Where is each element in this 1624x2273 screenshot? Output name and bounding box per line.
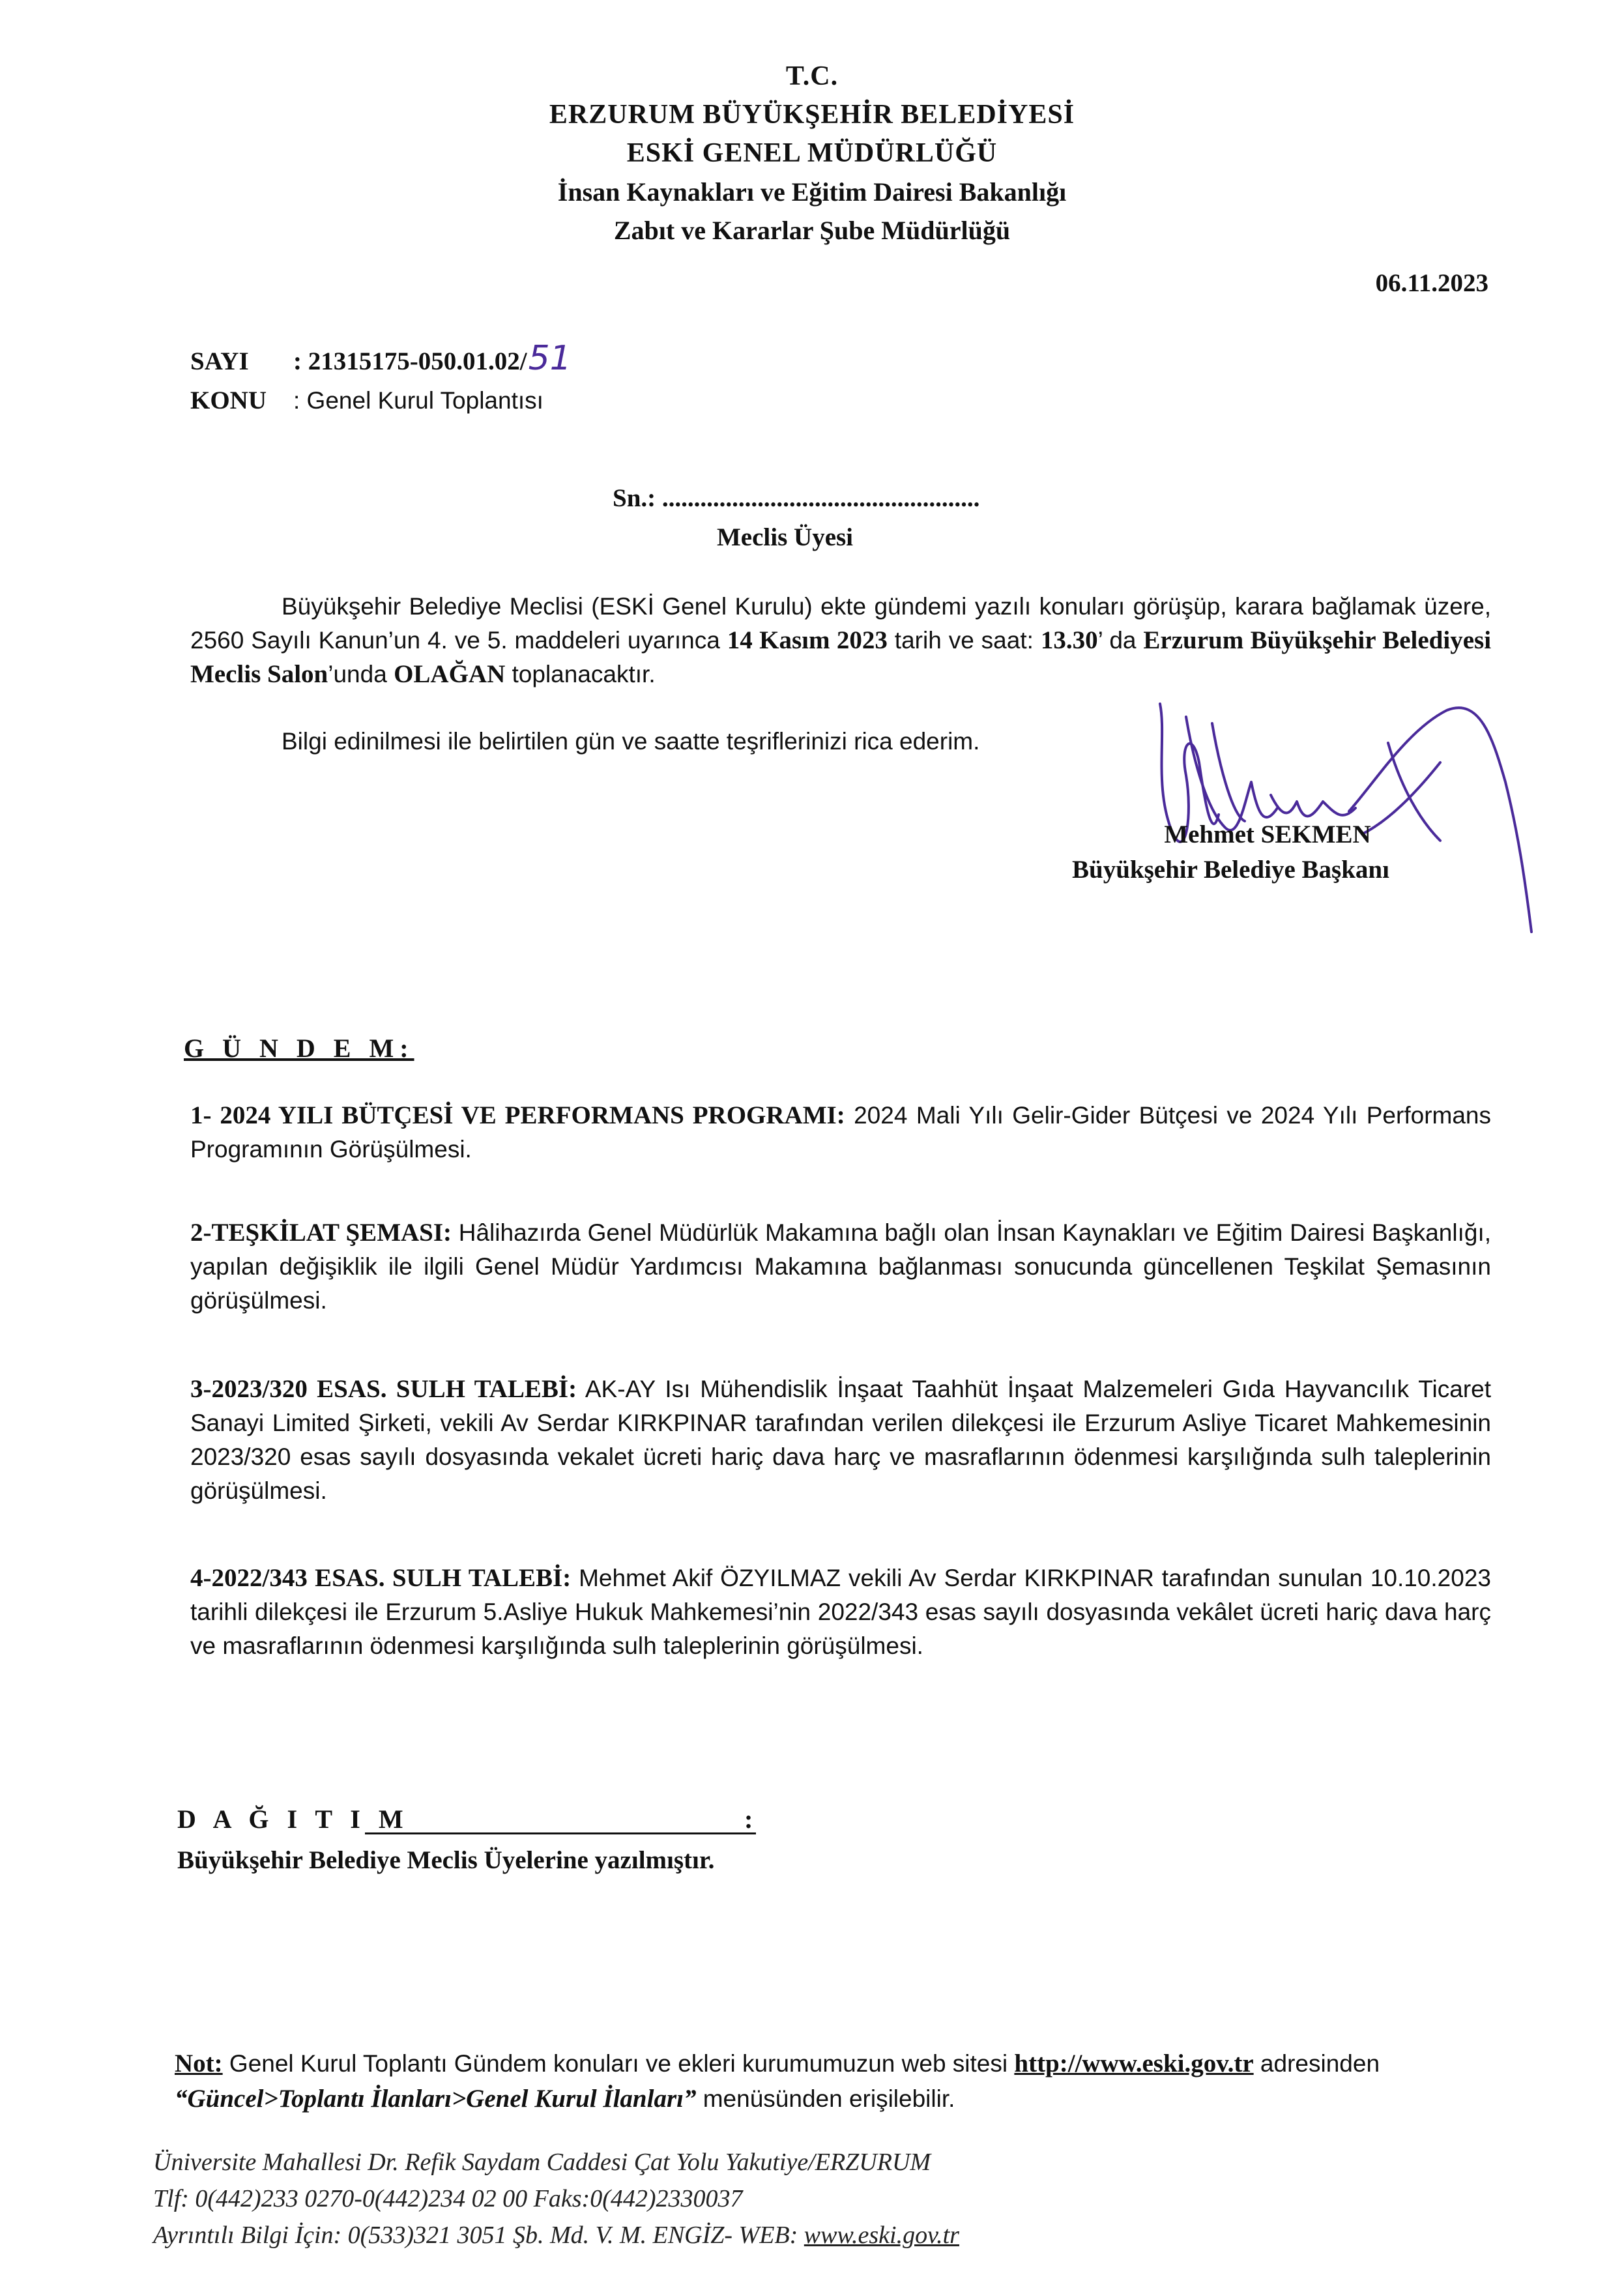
note-label: Not: bbox=[175, 2049, 223, 2078]
footer-info-text: Ayrıntılı Bilgi İçin: 0(533)321 3051 Şb. Md. V. M. ENGİZ- WEB: bbox=[153, 2222, 804, 2249]
agenda-item-text: Mehmet Akif ÖZYILMAZ vekili Av Serdar KIRKPINAR tarafından sunulan 10.10.2023 tarihli dilekçesi ile Erzurum 5.Asliye Hukuk Mahkemesi’nin 2022/343 esas sayılı dosyasında vekâlet ücreti hariç dava harç ve masraflarının ödenmesi karşılığında sulh taleplerinin görüşülmesi. bbox=[190, 1565, 1491, 1659]
p1-place: Erzurum Büyükşehir Belediyesi Meclis Salon bbox=[190, 626, 1492, 688]
recipient-block bbox=[613, 479, 979, 557]
p1-text-c: ’ da bbox=[1097, 627, 1144, 654]
website-link[interactable]: http://www.eski.gov.tr bbox=[1014, 2049, 1254, 2078]
letterhead bbox=[0, 57, 1624, 250]
agenda-item-title: 4-2022/343 ESAS. SULH TALEBİ: bbox=[190, 1564, 572, 1592]
sayi-label: SAYI bbox=[190, 347, 249, 375]
agenda-heading: G Ü N D E M: bbox=[184, 1034, 414, 1063]
document-meta bbox=[190, 339, 572, 420]
body-paragraph-2: Bilgi edinilmesi ile belirtilen gün ve saatte teşriflerinizi rica ederim. bbox=[282, 728, 980, 755]
agenda-item-title: 2-TEŞKİLAT ŞEMASI: bbox=[190, 1219, 452, 1247]
p1-text-b: tarih ve saat: bbox=[887, 627, 1041, 654]
agenda-item-1 bbox=[190, 1099, 1491, 1166]
agenda-item-2 bbox=[190, 1216, 1491, 1318]
note-block bbox=[175, 2046, 1491, 2117]
footer-web-link[interactable]: www.eski.gov.tr bbox=[804, 2222, 959, 2249]
distribution-colon: : bbox=[744, 1804, 753, 1834]
agenda-item-text: Hâlihazırda Genel Müdürlük Makamına bağlı olan İnsan Kaynakları ve Eğitim Dairesi Başkanlığı, yapılan değişiklik ile ilgili Genel Müdür Yardımcısı Makamına bağlanması sonucunda güncellenen Teşkilat Şemasının görüşülmesi. bbox=[190, 1219, 1491, 1314]
agenda-item-title: 1- 2024 YILI BÜTÇESİ VE PERFORMANS PROGRAMI: bbox=[190, 1101, 845, 1129]
note-text-a: Genel Kurul Toplantı Gündem konuları ve ekleri kurumumuzun web sitesi bbox=[222, 2050, 1015, 2077]
header-branch: Zabıt ve Kararlar Şube Müdürlüğü bbox=[613, 216, 1011, 245]
footer-phone: Tlf: 0(442)233 0270-0(442)234 02 00 Faks:0(442)2330037 bbox=[153, 2185, 743, 2212]
note-text-b: adresinden bbox=[1253, 2050, 1380, 2077]
distribution-underline bbox=[365, 1832, 756, 1834]
p1-text-e: toplanacaktır. bbox=[505, 661, 656, 688]
sayi-row bbox=[190, 339, 572, 381]
p1-date: 14 Kasım 2023 bbox=[727, 626, 888, 654]
note-text-c: menüsünden erişilebilir. bbox=[696, 2085, 955, 2112]
footer-info bbox=[153, 2217, 959, 2253]
distribution-label: D A Ğ I T I M bbox=[177, 1804, 409, 1834]
p1-text-d: ’unda bbox=[328, 661, 394, 688]
header-municipality: ERZURUM BÜYÜKŞEHİR BELEDİYESİ bbox=[549, 100, 1075, 130]
body-paragraph-1 bbox=[190, 590, 1491, 691]
footer-address: Üniversite Mahallesi Dr. Refik Saydam Caddesi Çat Yolu Yakutiye/ERZURUM bbox=[153, 2149, 931, 2176]
footer-contact bbox=[153, 2144, 959, 2253]
header-tc: T.C. bbox=[785, 61, 839, 91]
p1-text-a: Büyükşehir Belediye Meclisi (ESKİ Genel Kurulu) ekte gündemi yazılı konuları görüşüp, karara bağlamak üzere, 2560 Sayılı Kanun’un 4. ve 5. maddeleri uyarınca bbox=[190, 593, 1491, 654]
p1-meeting-type: OLAĞAN bbox=[394, 660, 506, 688]
konu-row bbox=[190, 381, 572, 420]
konu-label: KONU bbox=[190, 386, 267, 414]
konu-value: : Genel Kurul Toplantısı bbox=[293, 387, 544, 414]
document-date: 06.11.2023 bbox=[1375, 269, 1488, 297]
recipient-line: Sn.: .................................................. bbox=[613, 484, 980, 512]
sayi-value: : 21315175-050.01.02/ bbox=[293, 347, 527, 375]
agenda-item-3 bbox=[190, 1372, 1491, 1508]
agenda-item-text: 2024 Mali Yılı Gelir-Gider Bütçesi ve 2024 Yılı Performans Programının Görüşülmesi. bbox=[190, 1102, 1491, 1163]
signatory-name: Mehmet SEKMEN bbox=[1164, 820, 1371, 848]
sayi-handwritten-number: 51 bbox=[528, 339, 572, 378]
header-department: İnsan Kaynakları ve Eğitim Dairesi Bakanlığı bbox=[557, 177, 1067, 207]
distribution-text: Büyükşehir Belediye Meclis Üyelerine yazılmıştır. bbox=[177, 1846, 715, 1874]
agenda-item-title: 3-2023/320 ESAS. SULH TALEBİ: bbox=[190, 1375, 577, 1403]
p1-time: 13.30 bbox=[1040, 626, 1098, 654]
agenda-item-4 bbox=[190, 1561, 1491, 1663]
header-directorate: ESKİ GENEL MÜDÜRLÜĞÜ bbox=[626, 138, 998, 168]
signatory-title: Büyükşehir Belediye Başkanı bbox=[1072, 856, 1389, 884]
agenda-item-text: AK-AY Isı Mühendislik İnşaat Taahhüt İnşaat Malzemeleri Gıda Hayvancılık Ticaret Sanayi Limited Şirketi, vekili Av Serdar KIRKPINAR tarafından verilen dilekçesi ile Erzurum Asliye Ticaret Mahkemesinin 2023/320 esas sayılı dosyasında vekalet ücreti hariç dava harç ve masraflarının ödenmesi karşılığında sulh taleplerinin görüşülmesi. bbox=[190, 1376, 1491, 1504]
recipient-title: Meclis Üyesi bbox=[717, 523, 854, 551]
menu-path: “Güncel>Toplantı İlanları>Genel Kurul İlanları” bbox=[175, 2085, 697, 2113]
